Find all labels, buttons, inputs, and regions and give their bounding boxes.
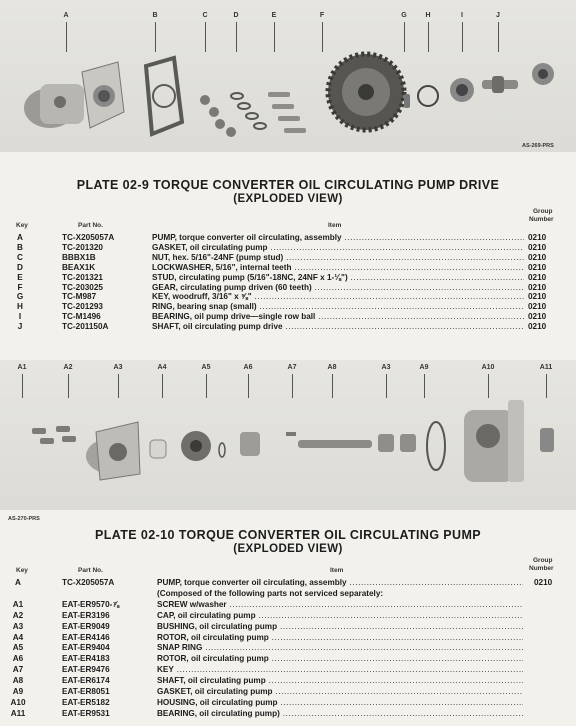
callout-leader-line <box>498 22 499 52</box>
row-key: A1 <box>12 599 24 609</box>
row-key: A3 <box>12 621 24 631</box>
row-item-description: KEY, woodruff, 3/16" x ⅝" ..... <box>152 292 524 302</box>
gasket-part <box>427 422 445 470</box>
row-key: A2 <box>12 610 24 620</box>
row-part-number: TC-201321 <box>62 272 103 282</box>
row-part-number: TC-X205057A <box>62 578 115 587</box>
rotor-part-2 <box>240 432 260 456</box>
table-row <box>0 676 576 686</box>
callout-leader-line <box>236 22 237 52</box>
callout-leader-line <box>68 374 69 398</box>
callout-label: A3 <box>113 364 123 371</box>
table-row <box>0 665 576 675</box>
table-row <box>0 654 576 664</box>
snap-ring-part <box>219 443 225 457</box>
row-key: A5 <box>12 643 24 653</box>
callout-leader-line <box>274 22 275 52</box>
row-group-number: 0210 <box>528 292 547 302</box>
row-item-description: ROTOR, oil circulating pump ..... <box>157 654 523 664</box>
row-item-description: GEAR, circulating pump driven (60 teeth) ..... <box>152 283 524 293</box>
row-key: E <box>17 272 23 282</box>
row-item-description: BEARING, oil pump drive—single row ball ..... <box>152 312 524 322</box>
gasket-part <box>146 58 182 134</box>
callout-leader-line <box>386 374 387 398</box>
row-key: B <box>17 242 23 252</box>
figure-reference: AS-269-PRS <box>522 143 554 149</box>
row-part-number: TC-M1496 <box>62 312 101 322</box>
callout-leader-line <box>424 374 425 398</box>
row-part-number: TC-203025 <box>62 282 103 292</box>
row-key: C <box>17 252 23 262</box>
callout-leader-line <box>332 374 333 398</box>
exploded-view-photo-plate-02-9 <box>0 0 576 152</box>
table-row <box>0 643 576 653</box>
row-item-description: LOCKWASHER, 5/16", internal teeth ..... <box>152 263 524 273</box>
callout-label: A5 <box>201 364 211 371</box>
callout-leader-line <box>206 374 207 398</box>
table-row <box>0 622 576 632</box>
callout-leader-line <box>162 374 163 398</box>
row-item-description: SCREW w/washer ..... <box>157 600 523 610</box>
row-item-description: RING, bearing snap (small) ..... <box>152 302 524 312</box>
column-header-part-no: Part No. <box>78 222 103 229</box>
key-part <box>286 432 296 436</box>
row-part-number: EAT-ER4183 <box>62 654 110 664</box>
callout-leader-line <box>22 374 23 398</box>
row-key: A4 <box>12 632 24 642</box>
row-key: A <box>17 233 23 242</box>
row-key: A8 <box>12 676 24 686</box>
row-key: D <box>17 262 23 272</box>
row-item-description: BUSHING, oil circulating pump ..... <box>157 622 523 632</box>
shaft-part <box>298 440 372 448</box>
row-key: H <box>17 302 23 312</box>
row-group-number: 0210 <box>528 272 547 282</box>
callout-label: H <box>425 12 431 19</box>
callout-label: A6 <box>243 364 253 371</box>
row-part-number: EAT-ER9049 <box>62 621 110 631</box>
table-row <box>0 302 576 312</box>
callout-label: A4 <box>157 364 167 371</box>
table-row <box>0 273 576 283</box>
bushing-part <box>150 440 166 458</box>
callout-leader-line <box>118 374 119 398</box>
callout-label: I <box>461 12 463 19</box>
table-row <box>0 322 576 332</box>
callout-label: A11 <box>539 364 553 371</box>
row-part-number: TC-M987 <box>62 292 97 302</box>
row-part-number: BEAX1K <box>62 262 96 272</box>
callout-label: A10 <box>481 364 495 371</box>
callout-leader-line <box>248 374 249 398</box>
row-part-number: EAT-ER9404 <box>62 643 110 653</box>
exploded-parts-illustration <box>0 0 576 152</box>
rotor-part <box>181 431 211 461</box>
row-item-description: SHAFT, oil circulating pump ..... <box>157 676 523 686</box>
column-header-key: Key <box>16 222 28 229</box>
callout-label: A3 <box>381 364 391 371</box>
column-header-item: Item <box>330 567 344 574</box>
bearing-part <box>450 78 474 102</box>
row-item-description: BEARING, oil circulating pump) ..... <box>157 709 523 719</box>
row-part-number: EAT-ER3196 <box>62 610 110 620</box>
row-key: J <box>17 322 23 332</box>
row-item-description: PUMP, torque converter oil circulating, assembly ..... <box>152 233 524 243</box>
callout-label: B <box>152 12 158 19</box>
callout-label: D <box>233 12 239 19</box>
table-row <box>0 611 576 621</box>
plate-title: PLATE 02-10 TORQUE CONVERTER OIL CIRCULATING PUMP <box>94 528 482 542</box>
row-group-number: 0210 <box>528 252 547 262</box>
row-key: F <box>17 282 23 292</box>
column-header-part-no: Part No. <box>78 567 103 574</box>
shaft-part <box>482 76 518 93</box>
table-row <box>0 263 576 273</box>
row-part-number: EAT-ER8051 <box>62 687 110 696</box>
row-item-description: (Composed of the following parts not serviced separately: <box>157 588 384 598</box>
plate-title: PLATE 02-9 TORQUE CONVERTER OIL CIRCULATING PUMP DRIVE <box>76 178 500 192</box>
table-row <box>0 312 576 322</box>
lockwashers-part <box>231 93 266 129</box>
bearing-part <box>540 428 554 452</box>
row-part-number: TC-X205057A <box>62 233 115 242</box>
callout-label: A7 <box>287 364 297 371</box>
row-item-description: CAP, oil circulating pump ..... <box>157 611 523 621</box>
gear-part <box>328 54 404 130</box>
exploded-parts-illustration <box>0 360 576 510</box>
row-key: I <box>18 312 22 322</box>
callout-label: A9 <box>419 364 429 371</box>
column-header-group: Group <box>533 557 553 564</box>
callout-label: A8 <box>327 364 337 371</box>
callout-label: A2 <box>63 364 73 371</box>
callout-leader-line <box>155 22 156 52</box>
column-header-group: Group <box>533 208 553 215</box>
housing-part <box>464 400 524 482</box>
table-row <box>0 589 576 599</box>
row-key: A <box>15 578 21 587</box>
table-row <box>0 633 576 643</box>
row-part-number: TC-201293 <box>62 302 103 312</box>
row-item-description: NUT, hex. 5/16"-24NF (pump stud) ..... <box>152 253 524 263</box>
row-part-number: EAT-ER5182 <box>62 697 110 707</box>
row-item-description: SHAFT, oil circulating pump drive ..... <box>152 322 524 332</box>
row-group-number: 0210 <box>528 282 547 292</box>
row-item-description: PUMP, torque converter oil circulating, assembly ..... <box>157 578 523 588</box>
callout-leader-line <box>488 374 489 398</box>
table-row <box>0 243 576 253</box>
woodruff-key-part <box>404 94 410 108</box>
row-part-number: TC-201150A <box>62 322 109 332</box>
callout-leader-line <box>66 22 67 52</box>
row-group-number: 0210 <box>528 262 547 272</box>
row-group-number: 0210 <box>528 302 547 312</box>
row-item-description: GASKET, oil circulating pump ..... <box>152 243 524 253</box>
row-part-number: EAT-ER6174 <box>62 676 110 686</box>
plate-subtitle: (EXPLODED VIEW) <box>233 193 343 205</box>
row-group-number: 0210 <box>534 578 553 587</box>
column-header-key: Key <box>16 567 28 574</box>
row-part-number: TC-201320 <box>62 242 103 252</box>
row-part-number: EAT-ER9570-⅞ <box>62 599 120 609</box>
callout-leader-line <box>292 374 293 398</box>
callout-leader-line <box>462 22 463 52</box>
cap-part <box>86 422 140 480</box>
table-row <box>0 292 576 302</box>
table-row <box>0 233 576 243</box>
row-key: A9 <box>12 687 24 696</box>
row-item-description: ROTOR, oil circulating pump ..... <box>157 633 523 643</box>
row-key: G <box>16 292 24 302</box>
row-item-description: SNAP RING ..... <box>157 643 523 653</box>
callout-leader-line <box>404 22 405 52</box>
row-part-number: BBBX1B <box>62 252 96 262</box>
table-row <box>0 600 576 610</box>
row-part-number: EAT-ER9531 <box>62 708 110 718</box>
row-item-description: KEY ..... <box>157 665 523 675</box>
plate-subtitle: (EXPLODED VIEW) <box>233 543 343 555</box>
row-group-number: 0210 <box>528 322 547 332</box>
table-row <box>0 687 576 697</box>
callout-label: A1 <box>17 364 27 371</box>
row-part-number: EAT-ER4146 <box>62 632 110 642</box>
bushings-part <box>378 434 416 452</box>
callout-leader-line <box>322 22 323 52</box>
snap-ring-part <box>418 86 438 106</box>
column-header-number: Number <box>529 216 554 223</box>
callout-leader-line <box>205 22 206 52</box>
nuts-part <box>200 95 236 137</box>
figure-reference: AS-270-PRS <box>8 516 40 522</box>
row-key: A10 <box>10 697 26 707</box>
row-item-description: HOUSING, oil circulating pump ..... <box>157 698 523 708</box>
column-header-number: Number <box>529 565 554 572</box>
studs-part <box>268 92 306 133</box>
row-key: A7 <box>12 665 24 675</box>
row-item-description: GASKET, oil circulating pump ..... <box>157 687 523 697</box>
table-row <box>0 253 576 263</box>
row-part-number: EAT-ER9476 <box>62 665 110 675</box>
callout-label: E <box>271 12 277 19</box>
table-row <box>0 283 576 293</box>
callout-leader-line <box>428 22 429 52</box>
pump-assembly-part <box>24 62 124 128</box>
callout-leader-line <box>546 374 547 398</box>
callout-label: F <box>319 12 325 19</box>
row-group-number: 0210 <box>528 312 547 322</box>
table-row <box>0 709 576 719</box>
row-key: A6 <box>12 654 24 664</box>
table-row <box>0 698 576 708</box>
screws-part <box>32 426 76 444</box>
row-group-number: 0210 <box>528 242 547 252</box>
callout-label: G <box>401 12 407 19</box>
column-header-item: Item <box>328 222 342 229</box>
callout-label: C <box>202 12 208 19</box>
row-item-description: STUD, circulating pump (5/16"-18NC, 24NF x 1-⅛") ..... <box>152 273 524 283</box>
row-key: A11 <box>10 708 26 718</box>
callout-label: J <box>496 12 500 19</box>
table-row <box>0 578 576 588</box>
callout-label: A <box>63 12 69 19</box>
row-group-number: 0210 <box>528 233 547 242</box>
exploded-view-photo-plate-02-10 <box>0 360 576 510</box>
bearing-end-part <box>532 63 554 85</box>
